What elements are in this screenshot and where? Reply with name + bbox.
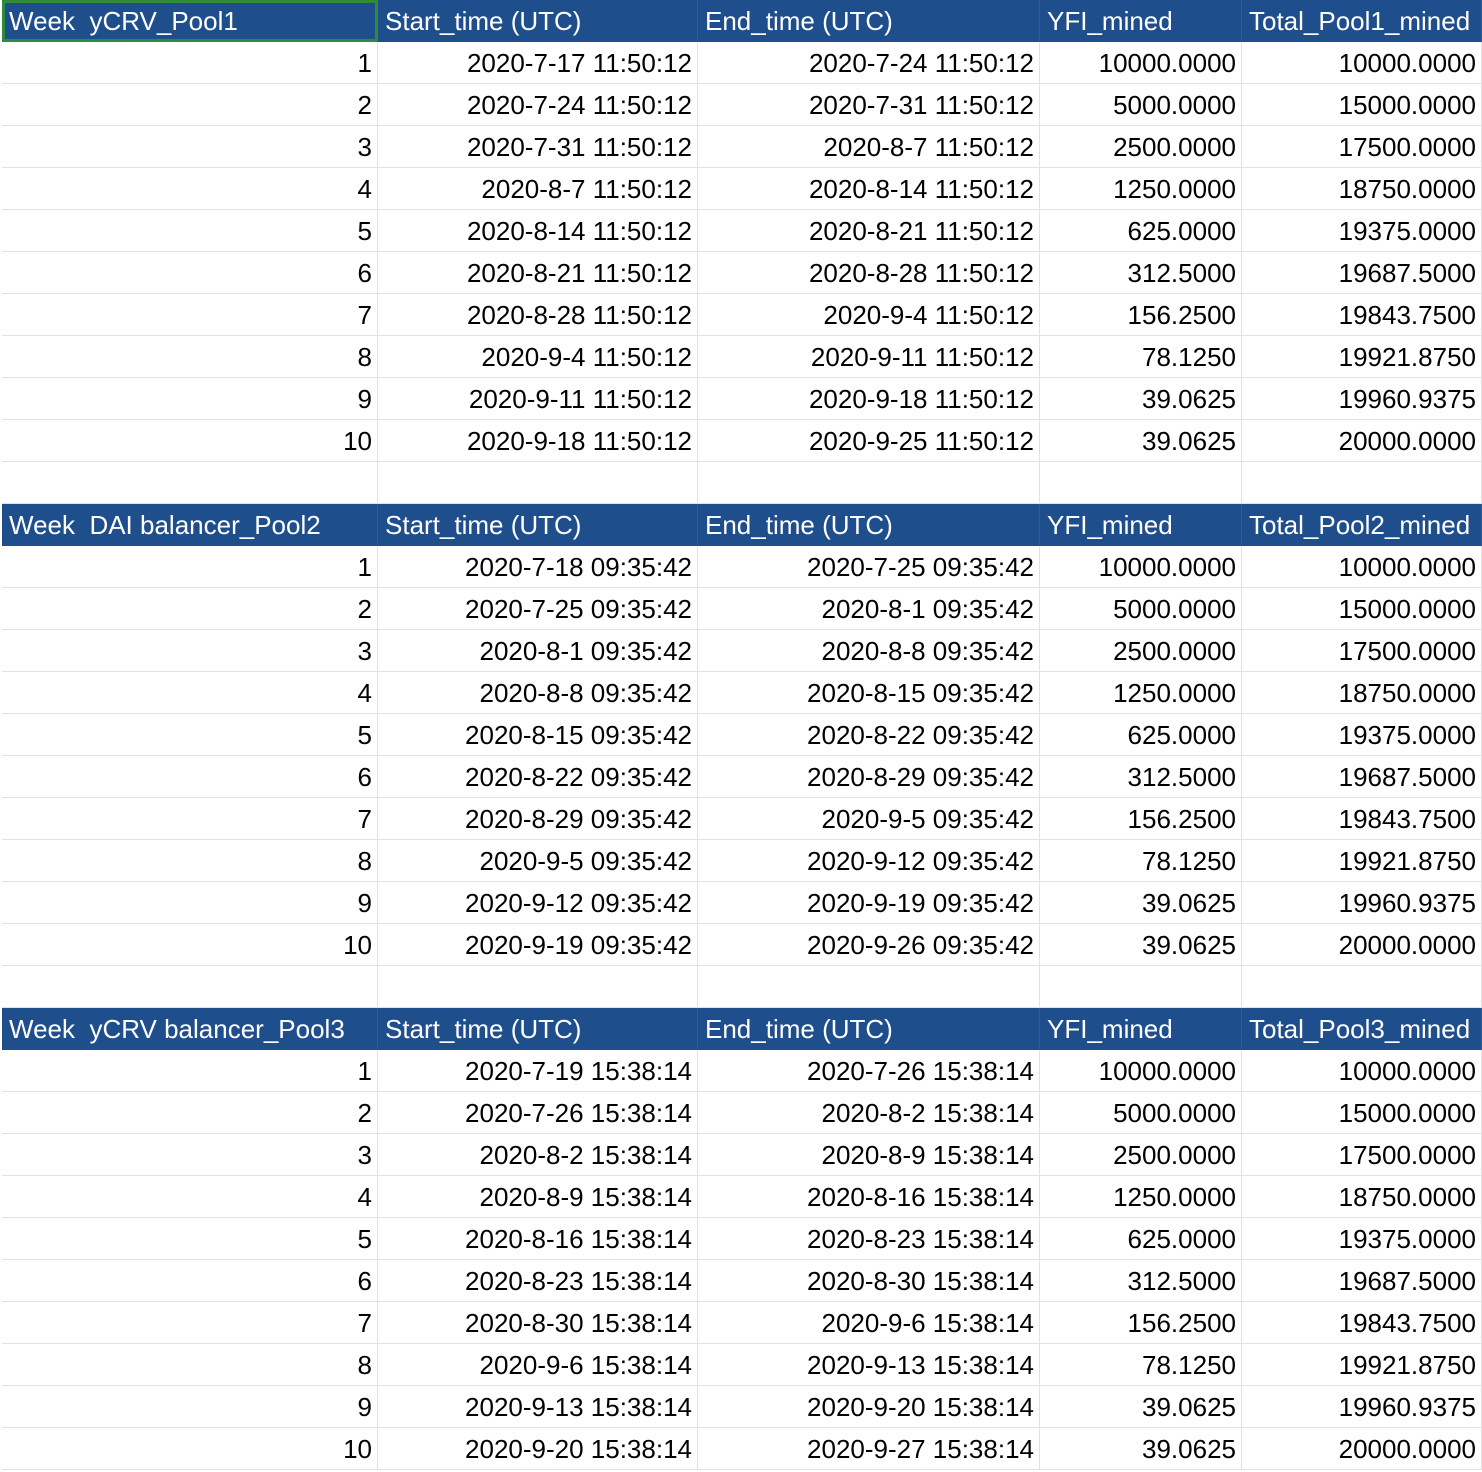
cell-yfi-mined[interactable]: 39.0625 — [1040, 1386, 1242, 1428]
cell-end-time[interactable]: 2020-9-20 15:38:14 — [698, 1386, 1040, 1428]
cell-week[interactable]: 2 — [2, 84, 378, 126]
cell-end-time[interactable]: 2020-8-30 15:38:14 — [698, 1260, 1040, 1302]
cell-yfi-mined[interactable]: 625.0000 — [1040, 1218, 1242, 1260]
cell-week[interactable]: 10 — [2, 1428, 378, 1470]
cell-start-time[interactable]: 2020-9-6 15:38:14 — [378, 1344, 698, 1386]
cell-start-time[interactable]: 2020-8-7 11:50:12 — [378, 168, 698, 210]
cell-start-time[interactable]: 2020-7-17 11:50:12 — [378, 42, 698, 84]
cell-end-time[interactable]: 2020-7-24 11:50:12 — [698, 42, 1040, 84]
cell-start-time[interactable]: 2020-7-18 09:35:42 — [378, 546, 698, 588]
cell-total-mined[interactable]: 10000.0000 — [1242, 1050, 1482, 1092]
header-cell-end-time[interactable]: End_time (UTC) — [698, 1008, 1040, 1050]
cell-end-time[interactable]: 2020-8-7 11:50:12 — [698, 126, 1040, 168]
cell-yfi-mined[interactable]: 312.5000 — [1040, 252, 1242, 294]
cell-yfi-mined[interactable]: 1250.0000 — [1040, 168, 1242, 210]
cell-start-time[interactable]: 2020-8-28 11:50:12 — [378, 294, 698, 336]
cell-end-time[interactable]: 2020-9-6 15:38:14 — [698, 1302, 1040, 1344]
cell-end-time[interactable]: 2020-8-23 15:38:14 — [698, 1218, 1040, 1260]
empty-cell[interactable] — [698, 462, 1040, 504]
cell-end-time[interactable]: 2020-9-25 11:50:12 — [698, 420, 1040, 462]
cell-yfi-mined[interactable]: 312.5000 — [1040, 756, 1242, 798]
cell-start-time[interactable]: 2020-9-18 11:50:12 — [378, 420, 698, 462]
header-cell-end-time[interactable]: End_time (UTC) — [698, 504, 1040, 546]
cell-yfi-mined[interactable]: 5000.0000 — [1040, 588, 1242, 630]
cell-end-time[interactable]: 2020-9-13 15:38:14 — [698, 1344, 1040, 1386]
cell-total-mined[interactable]: 20000.0000 — [1242, 1428, 1482, 1470]
cell-end-time[interactable]: 2020-9-4 11:50:12 — [698, 294, 1040, 336]
cell-end-time[interactable]: 2020-9-18 11:50:12 — [698, 378, 1040, 420]
cell-end-time[interactable]: 2020-8-2 15:38:14 — [698, 1092, 1040, 1134]
cell-total-mined[interactable]: 17500.0000 — [1242, 1134, 1482, 1176]
cell-yfi-mined[interactable]: 625.0000 — [1040, 210, 1242, 252]
cell-start-time[interactable]: 2020-7-25 09:35:42 — [378, 588, 698, 630]
empty-cell[interactable] — [378, 966, 698, 1008]
header-cell-week[interactable]: Week DAI balancer_Pool2 — [2, 504, 378, 546]
cell-yfi-mined[interactable]: 78.1250 — [1040, 336, 1242, 378]
cell-week[interactable]: 8 — [2, 336, 378, 378]
cell-total-mined[interactable]: 19960.9375 — [1242, 882, 1482, 924]
cell-yfi-mined[interactable]: 5000.0000 — [1040, 84, 1242, 126]
cell-start-time[interactable]: 2020-9-13 15:38:14 — [378, 1386, 698, 1428]
cell-yfi-mined[interactable]: 156.2500 — [1040, 1302, 1242, 1344]
cell-week[interactable]: 1 — [2, 546, 378, 588]
cell-total-mined[interactable]: 18750.0000 — [1242, 168, 1482, 210]
cell-yfi-mined[interactable]: 10000.0000 — [1040, 546, 1242, 588]
cell-start-time[interactable]: 2020-8-16 15:38:14 — [378, 1218, 698, 1260]
cell-week[interactable]: 6 — [2, 756, 378, 798]
cell-end-time[interactable]: 2020-9-27 15:38:14 — [698, 1428, 1040, 1470]
cell-total-mined[interactable]: 19921.8750 — [1242, 336, 1482, 378]
cell-start-time[interactable]: 2020-7-26 15:38:14 — [378, 1092, 698, 1134]
cell-yfi-mined[interactable]: 39.0625 — [1040, 924, 1242, 966]
cell-week[interactable]: 3 — [2, 630, 378, 672]
cell-total-mined[interactable]: 19921.8750 — [1242, 1344, 1482, 1386]
cell-yfi-mined[interactable]: 1250.0000 — [1040, 672, 1242, 714]
cell-start-time[interactable]: 2020-9-12 09:35:42 — [378, 882, 698, 924]
header-cell-yfi-mined[interactable]: YFI_mined — [1040, 0, 1242, 42]
cell-yfi-mined[interactable]: 39.0625 — [1040, 420, 1242, 462]
cell-end-time[interactable]: 2020-8-16 15:38:14 — [698, 1176, 1040, 1218]
cell-yfi-mined[interactable]: 2500.0000 — [1040, 126, 1242, 168]
cell-start-time[interactable]: 2020-8-30 15:38:14 — [378, 1302, 698, 1344]
cell-total-mined[interactable]: 10000.0000 — [1242, 42, 1482, 84]
cell-yfi-mined[interactable]: 1250.0000 — [1040, 1176, 1242, 1218]
cell-total-mined[interactable]: 18750.0000 — [1242, 672, 1482, 714]
cell-total-mined[interactable]: 15000.0000 — [1242, 1092, 1482, 1134]
cell-week[interactable]: 8 — [2, 840, 378, 882]
cell-total-mined[interactable]: 17500.0000 — [1242, 630, 1482, 672]
cell-total-mined[interactable]: 19375.0000 — [1242, 714, 1482, 756]
cell-end-time[interactable]: 2020-8-14 11:50:12 — [698, 168, 1040, 210]
cell-total-mined[interactable]: 10000.0000 — [1242, 546, 1482, 588]
empty-cell[interactable] — [1242, 462, 1482, 504]
cell-week[interactable]: 6 — [2, 1260, 378, 1302]
cell-end-time[interactable]: 2020-8-9 15:38:14 — [698, 1134, 1040, 1176]
cell-start-time[interactable]: 2020-8-2 15:38:14 — [378, 1134, 698, 1176]
cell-week[interactable]: 8 — [2, 1344, 378, 1386]
cell-start-time[interactable]: 2020-9-20 15:38:14 — [378, 1428, 698, 1470]
cell-total-mined[interactable]: 19843.7500 — [1242, 1302, 1482, 1344]
cell-total-mined[interactable]: 19687.5000 — [1242, 756, 1482, 798]
cell-week[interactable]: 9 — [2, 882, 378, 924]
cell-end-time[interactable]: 2020-8-8 09:35:42 — [698, 630, 1040, 672]
cell-total-mined[interactable]: 19960.9375 — [1242, 1386, 1482, 1428]
header-cell-start-time[interactable]: Start_time (UTC) — [378, 1008, 698, 1050]
cell-yfi-mined[interactable]: 156.2500 — [1040, 798, 1242, 840]
cell-week[interactable]: 10 — [2, 420, 378, 462]
cell-end-time[interactable]: 2020-8-28 11:50:12 — [698, 252, 1040, 294]
cell-yfi-mined[interactable]: 78.1250 — [1040, 1344, 1242, 1386]
cell-start-time[interactable]: 2020-8-9 15:38:14 — [378, 1176, 698, 1218]
cell-start-time[interactable]: 2020-7-24 11:50:12 — [378, 84, 698, 126]
cell-total-mined[interactable]: 19687.5000 — [1242, 1260, 1482, 1302]
cell-total-mined[interactable]: 15000.0000 — [1242, 588, 1482, 630]
cell-week[interactable]: 7 — [2, 798, 378, 840]
cell-yfi-mined[interactable]: 5000.0000 — [1040, 1092, 1242, 1134]
empty-cell[interactable] — [1040, 966, 1242, 1008]
cell-week[interactable]: 5 — [2, 714, 378, 756]
cell-total-mined[interactable]: 19843.7500 — [1242, 294, 1482, 336]
cell-start-time[interactable]: 2020-9-11 11:50:12 — [378, 378, 698, 420]
cell-start-time[interactable]: 2020-9-4 11:50:12 — [378, 336, 698, 378]
cell-start-time[interactable]: 2020-8-22 09:35:42 — [378, 756, 698, 798]
cell-yfi-mined[interactable]: 39.0625 — [1040, 1428, 1242, 1470]
header-cell-week[interactable]: Week yCRV balancer_Pool3 — [2, 1008, 378, 1050]
header-cell-yfi-mined[interactable]: YFI_mined — [1040, 1008, 1242, 1050]
cell-start-time[interactable]: 2020-8-29 09:35:42 — [378, 798, 698, 840]
cell-start-time[interactable]: 2020-7-19 15:38:14 — [378, 1050, 698, 1092]
header-cell-total-mined[interactable]: Total_Pool3_mined — [1242, 1008, 1482, 1050]
cell-week[interactable]: 2 — [2, 588, 378, 630]
cell-end-time[interactable]: 2020-8-15 09:35:42 — [698, 672, 1040, 714]
cell-total-mined[interactable]: 15000.0000 — [1242, 84, 1482, 126]
cell-yfi-mined[interactable]: 39.0625 — [1040, 882, 1242, 924]
cell-total-mined[interactable]: 19960.9375 — [1242, 378, 1482, 420]
cell-end-time[interactable]: 2020-9-19 09:35:42 — [698, 882, 1040, 924]
cell-week[interactable]: 7 — [2, 294, 378, 336]
cell-end-time[interactable]: 2020-9-5 09:35:42 — [698, 798, 1040, 840]
cell-total-mined[interactable]: 19843.7500 — [1242, 798, 1482, 840]
cell-total-mined[interactable]: 20000.0000 — [1242, 420, 1482, 462]
cell-yfi-mined[interactable]: 10000.0000 — [1040, 1050, 1242, 1092]
header-cell-yfi-mined[interactable]: YFI_mined — [1040, 504, 1242, 546]
cell-week[interactable]: 4 — [2, 168, 378, 210]
cell-yfi-mined[interactable]: 2500.0000 — [1040, 630, 1242, 672]
cell-start-time[interactable]: 2020-8-23 15:38:14 — [378, 1260, 698, 1302]
cell-end-time[interactable]: 2020-7-25 09:35:42 — [698, 546, 1040, 588]
cell-week[interactable]: 10 — [2, 924, 378, 966]
header-cell-end-time[interactable]: End_time (UTC) — [698, 0, 1040, 42]
cell-end-time[interactable]: 2020-8-22 09:35:42 — [698, 714, 1040, 756]
cell-total-mined[interactable]: 19375.0000 — [1242, 1218, 1482, 1260]
cell-week[interactable]: 2 — [2, 1092, 378, 1134]
cell-week[interactable]: 4 — [2, 672, 378, 714]
cell-total-mined[interactable]: 19375.0000 — [1242, 210, 1482, 252]
cell-week[interactable]: 5 — [2, 210, 378, 252]
cell-week[interactable]: 3 — [2, 126, 378, 168]
cell-week[interactable]: 1 — [2, 1050, 378, 1092]
cell-end-time[interactable]: 2020-7-31 11:50:12 — [698, 84, 1040, 126]
cell-total-mined[interactable]: 19687.5000 — [1242, 252, 1482, 294]
cell-end-time[interactable]: 2020-9-12 09:35:42 — [698, 840, 1040, 882]
cell-total-mined[interactable]: 19921.8750 — [1242, 840, 1482, 882]
cell-start-time[interactable]: 2020-8-21 11:50:12 — [378, 252, 698, 294]
header-cell-total-mined[interactable]: Total_Pool2_mined — [1242, 504, 1482, 546]
header-cell-week[interactable]: Week yCRV_Pool1 — [2, 0, 378, 42]
cell-end-time[interactable]: 2020-9-11 11:50:12 — [698, 336, 1040, 378]
empty-cell[interactable] — [378, 462, 698, 504]
cell-start-time[interactable]: 2020-8-8 09:35:42 — [378, 672, 698, 714]
cell-yfi-mined[interactable]: 78.1250 — [1040, 840, 1242, 882]
cell-start-time[interactable]: 2020-7-31 11:50:12 — [378, 126, 698, 168]
empty-cell[interactable] — [698, 966, 1040, 1008]
cell-week[interactable]: 3 — [2, 1134, 378, 1176]
cell-yfi-mined[interactable]: 312.5000 — [1040, 1260, 1242, 1302]
cell-start-time[interactable]: 2020-8-14 11:50:12 — [378, 210, 698, 252]
cell-end-time[interactable]: 2020-8-21 11:50:12 — [698, 210, 1040, 252]
cell-week[interactable]: 4 — [2, 1176, 378, 1218]
cell-yfi-mined[interactable]: 625.0000 — [1040, 714, 1242, 756]
cell-end-time[interactable]: 2020-8-1 09:35:42 — [698, 588, 1040, 630]
cell-week[interactable]: 9 — [2, 378, 378, 420]
header-cell-total-mined[interactable]: Total_Pool1_mined — [1242, 0, 1482, 42]
cell-end-time[interactable]: 2020-9-26 09:35:42 — [698, 924, 1040, 966]
cell-yfi-mined[interactable]: 39.0625 — [1040, 378, 1242, 420]
cell-yfi-mined[interactable]: 2500.0000 — [1040, 1134, 1242, 1176]
cell-start-time[interactable]: 2020-9-19 09:35:42 — [378, 924, 698, 966]
cell-week[interactable]: 5 — [2, 1218, 378, 1260]
empty-cell[interactable] — [1242, 966, 1482, 1008]
cell-start-time[interactable]: 2020-8-15 09:35:42 — [378, 714, 698, 756]
cell-start-time[interactable]: 2020-9-5 09:35:42 — [378, 840, 698, 882]
cell-week[interactable]: 6 — [2, 252, 378, 294]
cell-end-time[interactable]: 2020-7-26 15:38:14 — [698, 1050, 1040, 1092]
cell-start-time[interactable]: 2020-8-1 09:35:42 — [378, 630, 698, 672]
cell-week[interactable]: 9 — [2, 1386, 378, 1428]
cell-yfi-mined[interactable]: 10000.0000 — [1040, 42, 1242, 84]
header-cell-start-time[interactable]: Start_time (UTC) — [378, 0, 698, 42]
cell-week[interactable]: 1 — [2, 42, 378, 84]
cell-end-time[interactable]: 2020-8-29 09:35:42 — [698, 756, 1040, 798]
header-cell-start-time[interactable]: Start_time (UTC) — [378, 504, 698, 546]
cell-total-mined[interactable]: 17500.0000 — [1242, 126, 1482, 168]
empty-cell[interactable] — [1040, 462, 1242, 504]
empty-cell[interactable] — [2, 462, 378, 504]
cell-week[interactable]: 7 — [2, 1302, 378, 1344]
cell-total-mined[interactable]: 18750.0000 — [1242, 1176, 1482, 1218]
empty-cell[interactable] — [2, 966, 378, 1008]
cell-total-mined[interactable]: 20000.0000 — [1242, 924, 1482, 966]
cell-yfi-mined[interactable]: 156.2500 — [1040, 294, 1242, 336]
cell-grid — [2, 0, 1482, 1470]
